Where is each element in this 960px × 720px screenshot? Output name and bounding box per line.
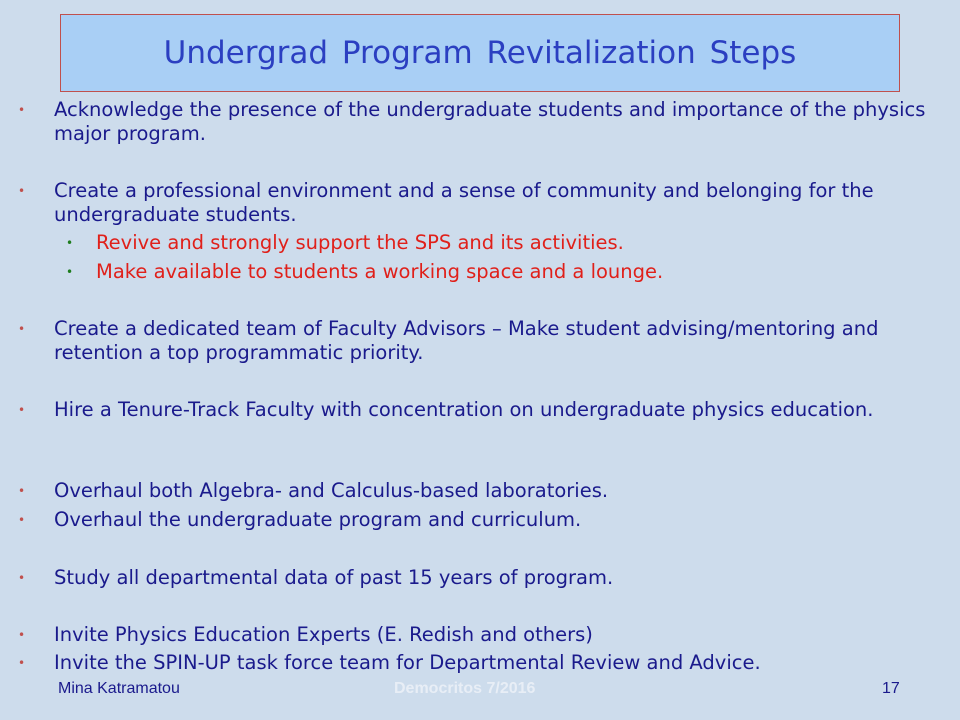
bullet-item [18,179,954,227]
bullet-text: Invite the SPIN-UP task force team for Departmental Review and Advice. [54,651,761,674]
bullet-dot: • [18,484,26,498]
bullet-dot: • [18,322,26,336]
slide-number: 17 [882,680,900,697]
bullet-dot: • [18,513,26,527]
bullet-text: Hire a Tenure-Track Faculty with concentration on undergraduate physics education. [54,398,874,421]
bullet-text: Invite Physics Education Experts (E. Redish and others) [54,623,593,646]
bullet-text: Study all departmental data of past 15 years of program. [54,566,614,589]
title-box [60,14,900,92]
bullet-text: Overhaul the undergraduate program and curriculum. [54,508,582,531]
bullet-item [18,623,954,647]
bullet-item [18,566,954,590]
bullet-item [18,398,954,422]
sub-bullet-text: Revive and strongly support the SPS and its activities. [96,231,624,254]
bullet-dot: • [18,628,26,642]
sub-bullet-item [66,231,936,255]
bullet-item [18,651,954,675]
bullet-text: Acknowledge the presence of the undergraduate students and importance of the physics major program. [54,98,926,145]
bullet-dot: • [18,184,26,198]
sub-bullet-item [66,260,936,284]
bullet-text: Overhaul both Algebra- and Calculus-based laboratories. [54,479,609,502]
bullet-item [18,479,954,503]
bullet-item [18,317,954,365]
bullet-dot: • [18,656,26,670]
bullet-item [18,508,954,532]
bullet-dot: • [18,571,26,585]
bullet-dot: • [18,403,26,417]
bullet-item [18,98,954,146]
slide-title: Undergrad Program Revitalization Steps [163,35,797,71]
sub-bullet-text: Make available to students a working space and a lounge. [96,260,664,283]
bullet-text: Create a professional environment and a sense of community and belonging for the undergraduate students. [54,179,874,226]
footer-author: Mina Katramatou [58,680,180,697]
footer-center: Democritos 7/2016 [394,680,536,697]
bullet-text: Create a dedicated team of Faculty Advisors – Make student advising/mentoring and retention a top programmatic priority. [54,317,879,364]
sub-bullet-dot: • [66,265,74,279]
sub-bullet-dot: • [66,236,74,250]
bullet-dot: • [18,103,26,117]
